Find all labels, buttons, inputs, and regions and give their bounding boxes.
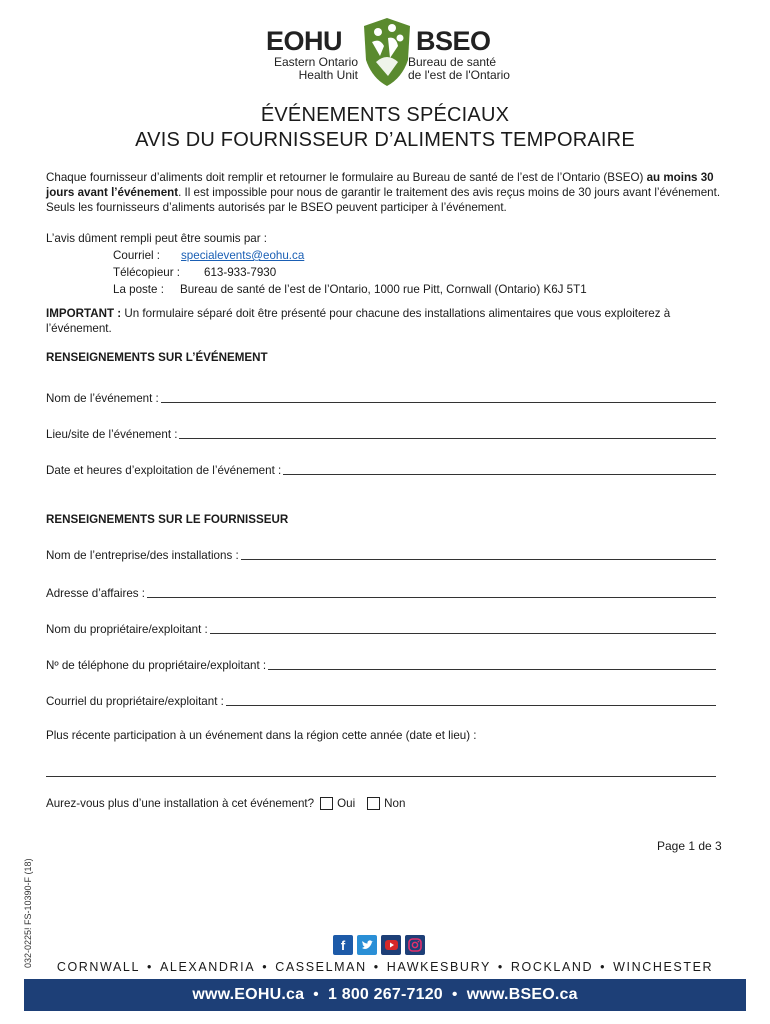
event-name-field[interactable] bbox=[46, 389, 716, 405]
business-name-label: Nom de l’entreprise/des installations : bbox=[46, 549, 239, 562]
website-fr-link[interactable]: www.BSEO.ca bbox=[466, 986, 578, 1003]
social-icons bbox=[333, 935, 425, 955]
owner-name-input[interactable] bbox=[210, 622, 716, 634]
business-name-input[interactable] bbox=[241, 548, 716, 560]
important-note: IMPORTANT : Un formulaire séparé doit être présenté pour chacune des installations alimentaires que vous exploiterez à l’événement. bbox=[46, 307, 671, 335]
youtube-icon[interactable] bbox=[381, 935, 401, 955]
owner-name-label: Nom du propriétaire/exploitant : bbox=[46, 623, 208, 636]
logo-left-subtitle: Eastern Ontario Health Unit bbox=[273, 55, 358, 82]
city-item: ALEXANDRIA bbox=[160, 960, 256, 974]
event-location-label: Lieu/site de l’événement : bbox=[46, 428, 178, 441]
multiple-installations-question bbox=[46, 797, 405, 810]
event-dates-input[interactable] bbox=[283, 463, 716, 475]
business-address-input[interactable] bbox=[147, 586, 716, 598]
yes-checkbox[interactable] bbox=[320, 797, 333, 810]
footer-contact-bar: www.EOHU.ca • 1 800 267-7120 • www.BSEO.ca bbox=[24, 979, 746, 1011]
recent-participation-input[interactable] bbox=[46, 776, 716, 777]
leaf-shield-icon bbox=[362, 16, 412, 88]
logo-right-subtitle: Bureau de santé de l'est de l'Ontario bbox=[408, 55, 510, 82]
intro-paragraph: Chaque fournisseur d’aliments doit remplir et retourner le formulaire au Bureau de santé de l’est de l’Ontario (BSEO) au moins 30 jours avant l’événement. Il est impossible pour nous de garantir le traitement des avis reçus moins de 30 jours avant l’événement. Seuls les fournisseurs d’aliments autorisés par le BSEO peuvent participer à l’événement. bbox=[46, 171, 721, 214]
city-item: HAWKESBURY bbox=[386, 960, 491, 974]
owner-email-label: Courriel du propriétaire/exploitant : bbox=[46, 695, 224, 708]
page-subtitle: AVIS DU FOURNISSEUR D’ALIMENTS TEMPORAIRE bbox=[135, 129, 635, 151]
owner-phone-label: Nº de téléphone du propriétaire/exploitant : bbox=[46, 659, 267, 672]
fax-value: 613-933-7930 bbox=[204, 266, 277, 279]
logo-bseo-text: BSEO bbox=[416, 26, 491, 56]
intro-deadline: au moins 30 jours avant l’événement bbox=[46, 171, 714, 199]
form-code: 032-0225! FS-10390-F (18) bbox=[23, 858, 33, 968]
fax-label: Télécopieur : bbox=[113, 266, 181, 279]
logo-eohu-text: EOHU bbox=[266, 26, 343, 56]
facebook-icon[interactable]: f bbox=[333, 935, 353, 955]
city-list: CORNWALL • ALEXANDRIA • CASSELMAN • HAWKESBURY • ROCKLAND • WINCHESTER bbox=[56, 960, 714, 974]
event-location-field[interactable] bbox=[46, 425, 716, 441]
event-location-input[interactable] bbox=[179, 427, 716, 439]
city-item: WINCHESTER bbox=[613, 960, 714, 974]
vendor-section-heading: RENSEIGNEMENTS SUR LE FOURNISSEUR bbox=[46, 513, 289, 526]
phone-number: 1 800 267-7120 bbox=[327, 986, 443, 1003]
important-label: IMPORTANT : bbox=[46, 307, 122, 320]
no-label: Non bbox=[384, 797, 406, 810]
business-name-field[interactable] bbox=[46, 546, 716, 562]
event-dates-label: Date et heures d’exploitation de l’événement : bbox=[46, 464, 282, 477]
email-link[interactable]: specialevents@eohu.ca bbox=[181, 249, 305, 262]
event-section-heading: RENSEIGNEMENTS SUR L’ÉVÉNEMENT bbox=[46, 351, 268, 364]
event-name-label: Nom de l’événement : bbox=[46, 392, 159, 405]
no-checkbox[interactable] bbox=[367, 797, 380, 810]
page-number: Page 1 de 3 bbox=[657, 839, 722, 853]
submit-intro: L’avis dûment rempli peut être soumis par : bbox=[46, 232, 268, 245]
business-address-field[interactable] bbox=[46, 584, 716, 600]
mail-label: La poste : bbox=[113, 283, 164, 296]
yes-label: Oui bbox=[337, 797, 356, 810]
owner-phone-input[interactable] bbox=[268, 658, 716, 670]
city-item: ROCKLAND bbox=[510, 960, 594, 974]
twitter-icon[interactable] bbox=[357, 935, 377, 955]
recent-participation-label: Plus récente participation à un événement dans la région cette année (date et lieu) : bbox=[46, 729, 477, 742]
multiple-installations-label: Aurez-vous plus d’une installation à cet événement? bbox=[46, 797, 315, 810]
owner-email-input[interactable] bbox=[226, 694, 716, 706]
email-label: Courriel : bbox=[113, 249, 161, 262]
owner-phone-field[interactable] bbox=[46, 656, 716, 672]
city-item: CORNWALL bbox=[56, 960, 141, 974]
instagram-icon[interactable] bbox=[405, 935, 425, 955]
owner-email-field[interactable] bbox=[46, 692, 716, 708]
mail-address: Bureau de santé de l’est de l’Ontario, 1000 rue Pitt, Cornwall (Ontario) K6J 5T1 bbox=[180, 283, 587, 296]
page-title: ÉVÉNEMENTS SPÉCIAUX bbox=[260, 104, 510, 126]
event-dates-field[interactable] bbox=[46, 461, 716, 477]
business-address-label: Adresse d’affaires : bbox=[46, 587, 146, 600]
website-en-link[interactable]: www.EOHU.ca bbox=[192, 986, 305, 1003]
city-item: CASSELMAN bbox=[275, 960, 367, 974]
eohu-bseo-logo bbox=[258, 14, 518, 88]
owner-name-field[interactable] bbox=[46, 620, 716, 636]
event-name-input[interactable] bbox=[161, 391, 716, 403]
